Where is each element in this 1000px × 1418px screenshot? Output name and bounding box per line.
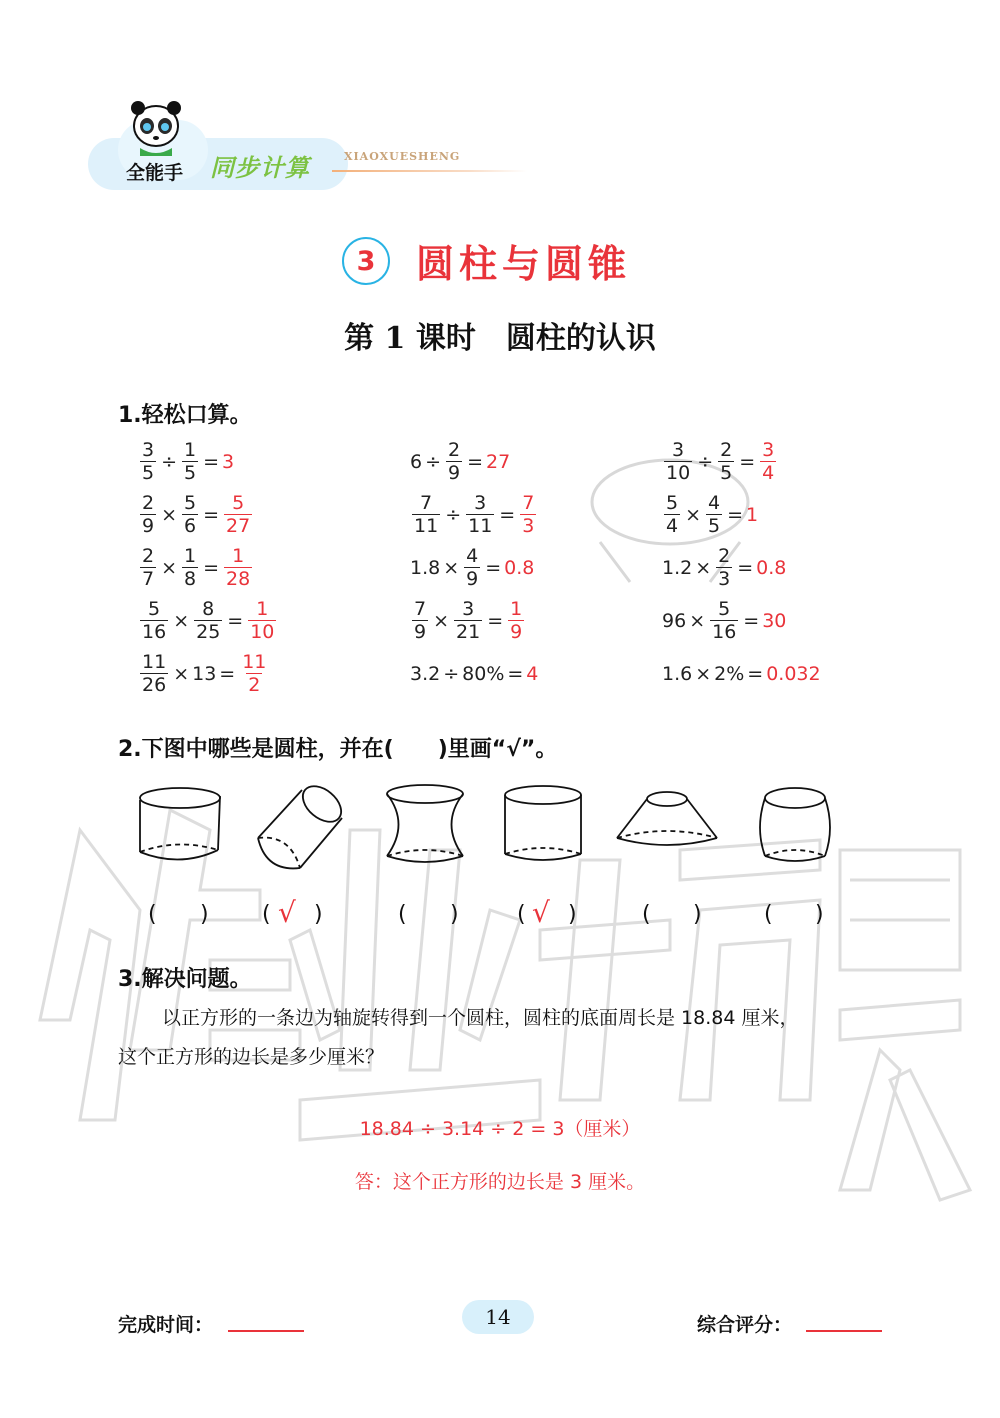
page-number: 14: [462, 1300, 534, 1334]
answer-paren-6-close: ): [815, 902, 824, 927]
answer: 3: [222, 451, 235, 473]
calc-1-1: $\frac{3}{5}$ ÷ $\frac{1}{5}$ = 3: [142, 439, 235, 484]
answer: 0.8: [756, 557, 787, 579]
shape-4-cylinder: [500, 782, 590, 872]
solution-answer: 答：这个正方形的边长是 3 厘米。: [354, 1171, 646, 1193]
question-1-title: 1.轻松口算。: [118, 403, 252, 428]
answer: $\frac{3}{4}$: [762, 439, 775, 484]
answer-paren-3-open: (: [398, 902, 407, 927]
panda-mascot-icon: [126, 96, 186, 160]
calc-2-1: 6 ÷ $\frac{2}{9}$ = 27: [410, 439, 511, 484]
answer-check-4: √: [532, 896, 550, 929]
question-2-title: 2.下图中哪些是圆柱，并在( )里画“√”。: [118, 737, 558, 762]
answer-paren-5-open: (: [642, 902, 651, 927]
shape-5-frustum: [612, 788, 722, 858]
calc-1-5: $\frac{11}{26}$ × 13 = $\frac{11}{2}$: [142, 651, 267, 696]
brand-label: 全能手: [126, 162, 184, 184]
answer: $\frac{1}{9}$: [510, 598, 523, 643]
score-label: 综合评分：: [697, 1314, 793, 1336]
answer-paren-2-close: ): [314, 902, 323, 927]
question-3-title: 3.解决问题。: [118, 967, 252, 992]
answer-paren-3-close: ): [450, 902, 459, 927]
answer-paren-2-open: (: [262, 902, 271, 927]
calc-3-5: 1.6 × 2% = 0.032: [662, 663, 821, 685]
header-divider: [332, 170, 527, 172]
completion-time-blank[interactable]: [228, 1330, 304, 1332]
answer: $\frac{5}{27}$: [226, 492, 251, 537]
calc-2-2: $\frac{7}{11}$ ÷ $\frac{3}{11}$ = $\frac{7}{3}$: [414, 492, 535, 537]
answer: 1: [746, 504, 759, 526]
sync-calc-label: 同步计算: [210, 154, 310, 182]
answer-paren-4-open: (: [517, 902, 526, 927]
calc-1-3: $\frac{2}{7}$ × $\frac{1}{8}$ = $\frac{1}{28}$: [142, 545, 251, 590]
calc-3-2: $\frac{5}{4}$ × $\frac{4}{5}$ = 1: [666, 492, 759, 537]
shape-1-cylinder: [130, 782, 230, 872]
answer-paren-5-close: ): [693, 902, 702, 927]
header-subtitle: XIAOXUESHENG: [344, 150, 461, 163]
calc-1-2: $\frac{2}{9}$ × $\frac{5}{6}$ = $\frac{5}{27}$: [142, 492, 251, 537]
answer-paren-4-close: ): [568, 902, 577, 927]
completion-time-label: 完成时间：: [118, 1314, 214, 1336]
answer-paren-1-open: (: [148, 902, 157, 927]
calc-3-4: 96 × $\frac{5}{16}$ = 30: [662, 598, 787, 643]
answer-paren-6-open: (: [764, 902, 773, 927]
answer: 4: [526, 663, 539, 685]
answer: $\frac{1}{28}$: [226, 545, 251, 590]
answer: $\frac{7}{3}$: [522, 492, 535, 537]
problem-text-line-2: 这个正方形的边长是多少厘米？: [118, 1046, 385, 1068]
answer: 30: [762, 610, 787, 632]
score-blank[interactable]: [806, 1330, 882, 1332]
calc-3-3: 1.2 × $\frac{2}{3}$ = 0.8: [662, 545, 787, 590]
unit-number-badge: 3: [342, 237, 390, 285]
answer: $\frac{1}{10}$: [250, 598, 275, 643]
calc-2-5: 3.2 ÷ 80% = 4: [410, 663, 539, 685]
shape-6-barrel: [755, 784, 835, 870]
answer-paren-1-close: ): [200, 902, 209, 927]
answer-check-2: √: [278, 896, 296, 929]
calc-2-4: $\frac{7}{9}$ × $\frac{3}{21}$ = $\frac{1}{9}$: [414, 598, 523, 643]
calc-3-1: $\frac{3}{10}$ ÷ $\frac{2}{5}$ = $\frac{3}{4}$: [666, 439, 775, 484]
calc-2-3: 1.8 × $\frac{4}{9}$ = 0.8: [410, 545, 535, 590]
problem-text-line-1: 以正方形的一条边为轴旋转得到一个圆柱，圆柱的底面周长是 18.84 厘米，: [162, 1007, 799, 1029]
shape-2-tilted-cylinder: [250, 776, 355, 876]
answer: 0.032: [766, 663, 821, 685]
calc-1-4: $\frac{5}{16}$ × $\frac{8}{25}$ = $\frac{1}{10}$: [142, 598, 275, 643]
shape-3-hourglass: [380, 780, 470, 870]
answer: 0.8: [504, 557, 535, 579]
answer: $\frac{11}{2}$: [242, 651, 267, 696]
answer: 27: [486, 451, 511, 473]
lesson-title: 第 1 课时 圆柱的认识: [344, 321, 656, 356]
solution-equation: 18.84 ÷ 3.14 ÷ 2 = 3（厘米）: [359, 1118, 641, 1140]
unit-title: 圆柱与圆锥: [416, 242, 632, 286]
